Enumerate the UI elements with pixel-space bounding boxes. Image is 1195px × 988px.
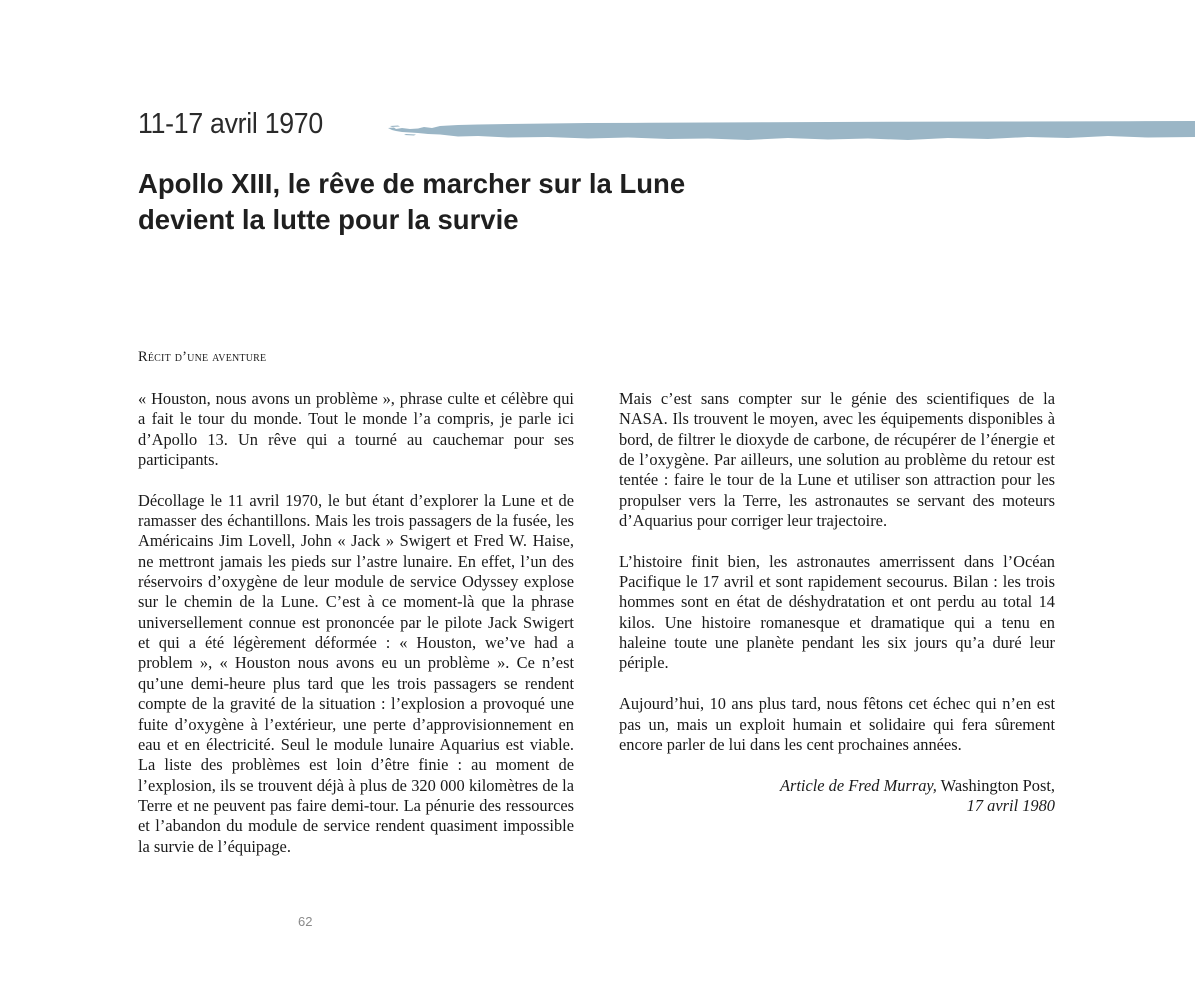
article-credit [619,776,1055,817]
credit-publication: Washington Post, [936,775,1055,795]
nasa-acronym: NASA [619,409,664,429]
right-paragraph-1-start: Mais c’est sans compter sur le génie des scientifiques de la [619,389,1055,408]
credit-date: 17 avril 1980 [966,795,1055,815]
left-text-column [138,389,574,877]
left-paragraph-1: « Houston, nous avons un problème », phrase culte et célèbre qui a fait le tour du monde. Tout le monde l’a compris, je parle ici d’Apollo 13. Un rêve qui a tourné au cauchemar pour ses participants. [138,389,574,470]
right-paragraph-3: Aujourd’hui, 10 ans plus tard, nous fêtons cet échec qui n’en est pas un, mais un exploit humain et solidaire qui fera sûrement encore parler de lui dans les cent prochaines années. [619,694,1055,754]
credit-line-1 [619,776,1055,796]
right-paragraph-1-end: . Ils trouvent le moyen, avec les équipements disponibles à bord, de filtrer le dioxyde de carbone, de récupérer de l’énergie et de l’oxygène. Par ailleurs, une solution au problème du retour est tentée : faire le tour de la Lune et utiliser son attraction pour les propulser vers la Terre, les astronautes se servant des moteurs d’Aquarius pour corriger leur trajectoire. [619,409,1055,531]
left-paragraph-2: Décollage le 11 avril 1970, le but étant d’explorer la Lune et de ramasser des échantillons. Mais les trois passagers de la fusée, les Américains Jim Lovell, John « Jack » Swigert et Fred W. Haise, ne mettront jamais les pieds sur l’astre lunaire. En effet, l’un des réservoirs d’oxygène de leur module de service Odyssey explose sur le chemin de la Lune. C’est à ce moment-là que la phrase universellement connue est prononcée par le pilote Jack Swigert et qui a été légèrement déformée : « Houston, we’ve had a problem », « Houston nous avons eu un problème ». Ce n’est qu’une demi-heure plus tard que les trois passagers se rendent compte de la gravité de la situation : l’explosion a provoqué une fuite d’oxygène à l’extérieur, une perte d’approvisionnement en eau et en électricité. Seul le module lunaire Aquarius est viable. La liste des problèmes est loin d’être finie : au moment de l’explosion, ils se trouvent déjà à plus de 320 000 kilomètres de la Terre et ne peuvent pas faire demi-tour. La pénurie des ressources et l’abandon du module de service rendent quasiment impossible la survie de l’équipage. [138,490,574,856]
article-title-line-2: devient la lutte pour la survie [138,204,519,235]
article-title [138,166,838,238]
article-date: 11-17 avril 1970 [138,108,323,140]
brush-stroke-decoration [388,119,1195,143]
credit-author: Article de Fred Murray, [779,775,937,795]
page-number: 62 [298,914,313,929]
article-title-line-1: Apollo XIII, le rêve de marcher sur la Lune [138,168,686,199]
right-text-column [619,389,1055,837]
right-paragraph-1 [619,389,1055,531]
right-paragraph-2: L’histoire finit bien, les astronautes amerrissent dans l’Océan Pacifique le 17 avril et sont rapidement secourus. Bilan : les trois hommes sont en état de déshydratation et ont perdu au total 14 kilos. Une histoire romanesque et dramatique qui a tenu en haleine toute une planète pendant les six jours qu’a duré leur périple. [619,551,1055,673]
credit-line-2 [619,796,1055,816]
section-label: Récit d’une aventure [138,349,267,365]
